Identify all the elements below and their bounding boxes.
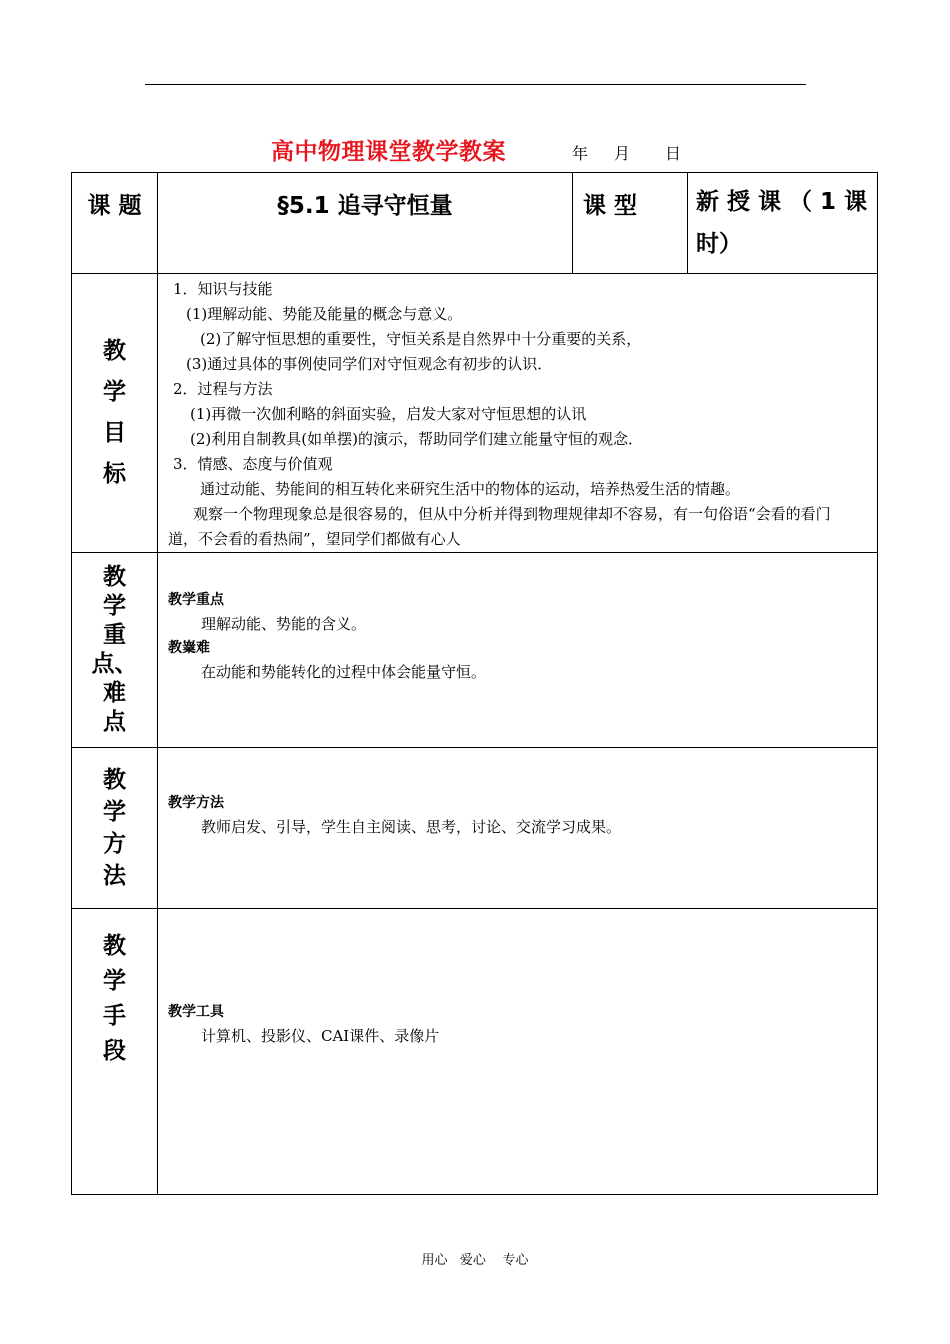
key-points-content (158, 553, 878, 748)
key-points-heading: 教学重点 (168, 592, 224, 608)
key-points-label-chars (92, 563, 138, 737)
methods-label-char: 方 (103, 831, 126, 857)
objectives-label-chars (103, 331, 126, 495)
objective-line: (3)通过具体的事例使同学们对守恒观念有初步的认识． (186, 355, 553, 373)
methods-label (72, 748, 158, 909)
type-value-line1: 新 授 课 （ 1 课 (696, 189, 868, 215)
title-row (0, 133, 950, 167)
objectives-label-char: 标 (103, 461, 126, 487)
topic-row (72, 173, 878, 274)
methods-text: 教师启发、引导，学生自主阅读、思考，讨论、交流学习成果。 (201, 818, 622, 836)
objective-line: (1)再微一次伽利略的斜面实验，启发大家对守恒思想的认讯 (190, 405, 587, 423)
topic-label: 课 题 (72, 173, 158, 274)
means-label-chars (103, 929, 126, 1069)
objectives-label-char: 目 (103, 420, 126, 446)
type-label: 课 型 (573, 173, 688, 274)
key-points-label-char: 点、 (91, 651, 138, 677)
objective-line: 通过动能、势能间的相互转化来研究生活中的物体的运动，培养热爱生活的情趣。 (200, 480, 741, 498)
methods-label-chars (103, 764, 126, 892)
means-heading: 教学工具 (168, 1004, 224, 1020)
means-label-char: 段 (103, 1038, 126, 1064)
key-points-label-char: 点 (103, 709, 126, 735)
objectives-row (72, 274, 878, 553)
key-points-row (72, 553, 878, 748)
header-rule (145, 84, 806, 85)
footer-text: 用心 爱心 专心 (421, 1253, 529, 1268)
difficulty-text: 在动能和势能转化的过程中体会能量守恒。 (201, 663, 487, 681)
means-label-char: 教 (103, 933, 126, 959)
objective-paragraph: 观察一个物理现象总是很容易的，但从中分析并得到物理规律却不容易，有一句俗语“会看的看门道，不会看的看热闹”，望同学们都做有心人 (168, 505, 831, 548)
methods-content (158, 748, 878, 909)
objective-line: (1)理解动能、势能及能量的概念与意义。 (186, 305, 463, 323)
methods-label-char: 学 (103, 799, 126, 825)
means-label-char: 手 (103, 1003, 126, 1029)
key-points-text: 理解动能、势能的含义。 (201, 615, 367, 633)
objective-line: 3．情感、态度与价值观 (173, 455, 333, 473)
objectives-label (72, 274, 158, 553)
key-points-label-char: 教 (103, 564, 126, 590)
means-label-char: 学 (103, 968, 126, 994)
objective-line: (2)利用自制教具(如单摆)的演示，帮助同学们建立能量守恒的观念． (190, 430, 643, 448)
lesson-plan-table (71, 172, 878, 1195)
methods-heading: 教学方法 (168, 795, 224, 811)
objective-line: 2．过程与方法 (173, 380, 273, 398)
key-points-label-char: 难 (103, 680, 126, 706)
page-title: 高中物理课堂教学教案 (271, 138, 506, 165)
date-day: 日 (665, 144, 682, 163)
difficulty-heading: 教嶪难 (168, 640, 210, 656)
objective-line: 1．知识与技能 (173, 280, 273, 298)
objective-line: (2)了解守恒思想的重要性，守恒关系是自然界中十分重要的关系， (200, 330, 642, 348)
type-value (688, 173, 878, 274)
date-year: 年 (572, 144, 589, 163)
key-points-label-char: 学 (103, 593, 126, 619)
objectives-label-char: 教 (103, 338, 126, 364)
methods-label-char: 教 (103, 767, 126, 793)
type-value-line2: 时） (696, 231, 742, 257)
means-row (72, 909, 878, 1195)
methods-row (72, 748, 878, 909)
objectives-content (158, 274, 878, 553)
means-label (72, 909, 158, 1195)
key-points-label-char: 重 (103, 622, 126, 648)
key-points-label (72, 553, 158, 748)
date-month: 月 (614, 144, 631, 163)
methods-label-char: 法 (103, 863, 126, 889)
means-content (158, 909, 878, 1195)
topic-value: §5.1 追寻守恒量 (158, 173, 573, 274)
means-text: 计算机、投影仪、CAI课件、录像片 (201, 1027, 440, 1045)
objectives-label-char: 学 (103, 379, 126, 405)
